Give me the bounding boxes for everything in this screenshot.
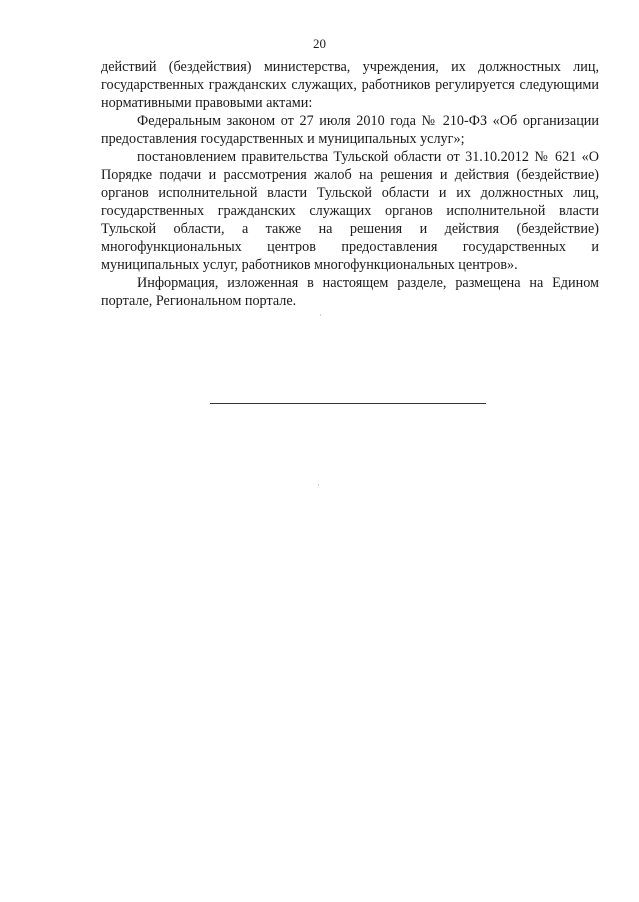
paragraph-information: Информация, изложенная в настоящем разделе, размещена на Едином портале, Региональном портале. (101, 275, 599, 309)
scan-speck (320, 314, 321, 316)
paragraph-continuation: действий (бездействия) министерства, учреждения, их должностных лиц, государственных гражданских служащих, работников регулируется следующими нормативными правовыми актами: (101, 59, 599, 111)
page-number: 20 (313, 36, 326, 51)
paragraph-government-resolution: постановлением правительства Тульской области от 31.10.2012 № 621 «О Порядке подачи и рассмотрения жалоб на решения и действия (бездействие) органов исполнительной власти Тульской области и их должностных лиц, государственных гражданских служащих органов исполнительной власти Тульской области, а также на решения и действия (бездействие) многофункциональных центров предоставления государственных и муниципальных услуг, работников многофункциональных центров». (101, 149, 599, 273)
document-body (101, 58, 599, 310)
scan-speck (318, 484, 319, 486)
end-separator-line (210, 403, 486, 404)
paragraph-federal-law: Федеральным законом от 27 июля 2010 года № 210-ФЗ «Об организации предоставления государственных и муниципальных услуг»; (101, 113, 599, 147)
